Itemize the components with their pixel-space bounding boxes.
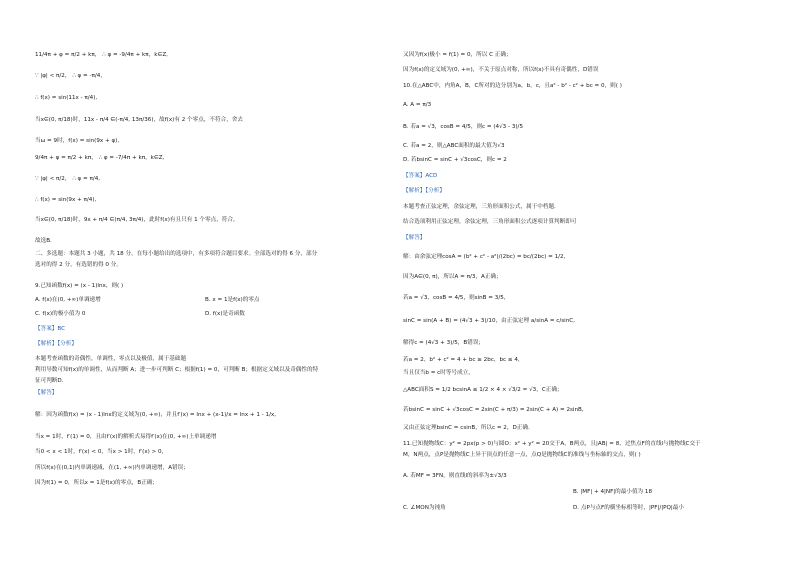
left-line: 二、多选题：本题共 3 小题，共 18 分。在每小题给出的选项中，有多项符合题目要求。全部选对的得 6 分，部分 [35,251,318,257]
left-after-line: 解：因为函数f(x) = (x - 1)lnx的定义域为(0, +∞)，并且f′(x) = lnx + (x-1)/x = lnx + 1 - 1/x, [35,412,277,418]
right-after-line: 若a = 2，b² + c² = 4 + bc ≥ 2bc，bc ≤ 4, [403,357,520,363]
q10-answer-line [403,173,437,180]
q9-option-a: A. f(x)在(0, +∞)单调递增 [35,297,101,303]
left-after-line: 当0 < x < 1时，f′(x) < 0，当x > 1时，f′(x) > 0, [35,449,164,455]
right-after-line: △ABC面积S = 1/2 bcsinA ≤ 1/2 × 4 × √3/2 = √3，C正确； [403,387,563,393]
left-line: ∵ |φ| < π/2， ∴ φ = π/4, [35,176,101,182]
left-line: 当ω = 9时，f(x) = sin(9x + φ), [35,138,120,144]
q9-option-c: C. f(x)的极小值为 0 [35,311,86,317]
left-after-line: 当x = 1时，f′(1) = 0，且由f′(x)的解析式易得f′(x)在(0, +∞)上单调递增 [35,434,217,440]
q11-option-c: C. ∠MON为钝角 [403,505,446,511]
right-after-line: 因为A∈(0, π)，所以A = π/3，A正确； [403,274,502,280]
left-line: 9.已知函数f(x) = (x - 1)lnx，则( ) [35,283,124,289]
right-after-line: 当且仅当b = c时等号成立， [403,370,474,376]
left-after-line: 所以f(x)在(0,1)内单调递减，在(1, +∞)内单调递增，A错误； [35,465,189,471]
q11-option-d: D. 点P与点F的横坐标相等时，|PF|/|PQ|最小 [573,505,684,511]
right-line: 10.在△ABC中，内角A，B，C所对的边分别为a，b，c，且a² - b² - c² + bc = 0，则( ) [403,83,622,89]
right-after-line: 若a = √3，cosB = 4/5，则sinB = 3/5, [403,295,506,301]
left-line: 选对的得 2 分，有选错的得 0 分。 [35,262,122,268]
right-after-line: 又由正弦定理bsinC = csinB，所以c = 2，D正确. [403,425,530,431]
right-after-line: 本题考查正弦定理，余弦定理，三角形面积公式，属于中档题. [403,204,556,210]
right-line: 又因为f(x)极小 = f(1) = 0，所以 C 正确； [403,52,512,58]
q9-option-d: D. f(x)是奇函数 [205,311,245,317]
q9-analysis-label: 【解析】【分析】 [35,341,77,347]
left-line: ∴ f(x) = sin(11x - π/4), [35,95,98,101]
right-after-line: 【解答】 [403,235,426,241]
left-line: 11/4π + φ = π/2 + kπ， ∴ φ = -9/4π + kπ，k∈Z, [35,52,168,58]
right-after-line: 若bsinC = sinC + √3cosC = 2sin(C + π/3) = 2sin(C + A) = 2sinB, [403,407,584,413]
left-line: 9/4π + φ = π/2 + kπ， ∴ φ = -7/4π + kπ，k∈Z, [35,155,165,161]
left-after-line: 因为f(1) = 0，所以x = 1是f(x)的零点，B正确； [35,480,159,486]
left-after-line: 本题考查函数的奇偶性，单调性，零点以及极值，属于基础题 [35,356,187,362]
q10-analysis-label: 【解析】【分析】 [403,188,445,194]
left-line: 当x∈(0, π/18)时，11x - π/4 ∈(-π/4, 13π/36)，故f(x)有 2 个零点，不符合，舍去 [35,117,243,123]
right-line: B. 若a = √3，cosB = 4/5，则c = (4√3 - 3)/5 [403,124,524,130]
left-line: 故选B. [35,238,52,244]
right-after-line: 结合选项利用正弦定理，余弦定理，三角形面积公式逐项计算判断即可 [403,219,577,225]
q10-answer: ACD [425,173,438,179]
q9-option-b: B. x = 1是f(x)的零点 [205,297,260,303]
right-after-line: 解：由余弦定理cosA = (b² + c² - a²)/(2bc) = bc/(2bc) = 1/2, [403,254,566,260]
right-line: D. 若bsinC = sinC + √3cosC，则c = 2 [403,157,507,163]
right-after-line: 解得c = (4√3 + 3)/5，B错误； [403,340,485,346]
right-line: 因为f(x)的定义域为(0, +∞)，不关于原点对称，所以f(x)不具有奇偶性，D错误 [403,67,599,73]
q9-answer-line [35,326,65,333]
q10-answer-label: 【答案】 [403,173,426,179]
right-line: A. A = π/3 [403,102,432,108]
left-after-line: 【解答】 [35,390,58,396]
right-after-line: A. 若MF = 3FN，则直线l的斜率为±√3/3 [403,473,507,479]
q9-answer-label: 【答案】 [35,326,58,332]
left-line: ∵ |φ| < π/2， ∴ φ = -π/4, [35,73,103,79]
left-line: ∴ f(x) = sin(9x + π/4), [35,197,97,203]
left-after-line: 征可判断D. [35,378,64,384]
right-line: C. 若a = 2，则△ABC面积的最大值为√3 [403,143,505,149]
right-after-line: 11.已知抛物线C：y² = 2px(p > 0)与圆O：x² + y² = 20交于A，B两点，且|AB| = 8，过焦点F的直线l与抛物线C交于 [403,441,701,447]
right-after-line: M，N两点，点P是抛物线C上异于顶点的任意一点，点Q是抛物线C的准线与坐标轴的交点，则( ) [403,452,641,458]
q9-answer: BC [57,326,66,332]
left-line: 当x∈(0, π/18)时，9x + π/4 ∈(π/4, 3π/4)，此时f(x)有且只有 1 个零点，符合， [35,217,239,223]
right-after-line: sinC = sin(A + B) = (4√3 + 3)/10，由正弦定理 a/sinA = c/sinC, [403,318,575,324]
left-after-line: 利用导数可知f(x)的单调性，从而判断 A；进一步可判断 C；根据f(1) = 0，可判断 B；根据定义域以及奇偶性的特 [35,367,319,373]
